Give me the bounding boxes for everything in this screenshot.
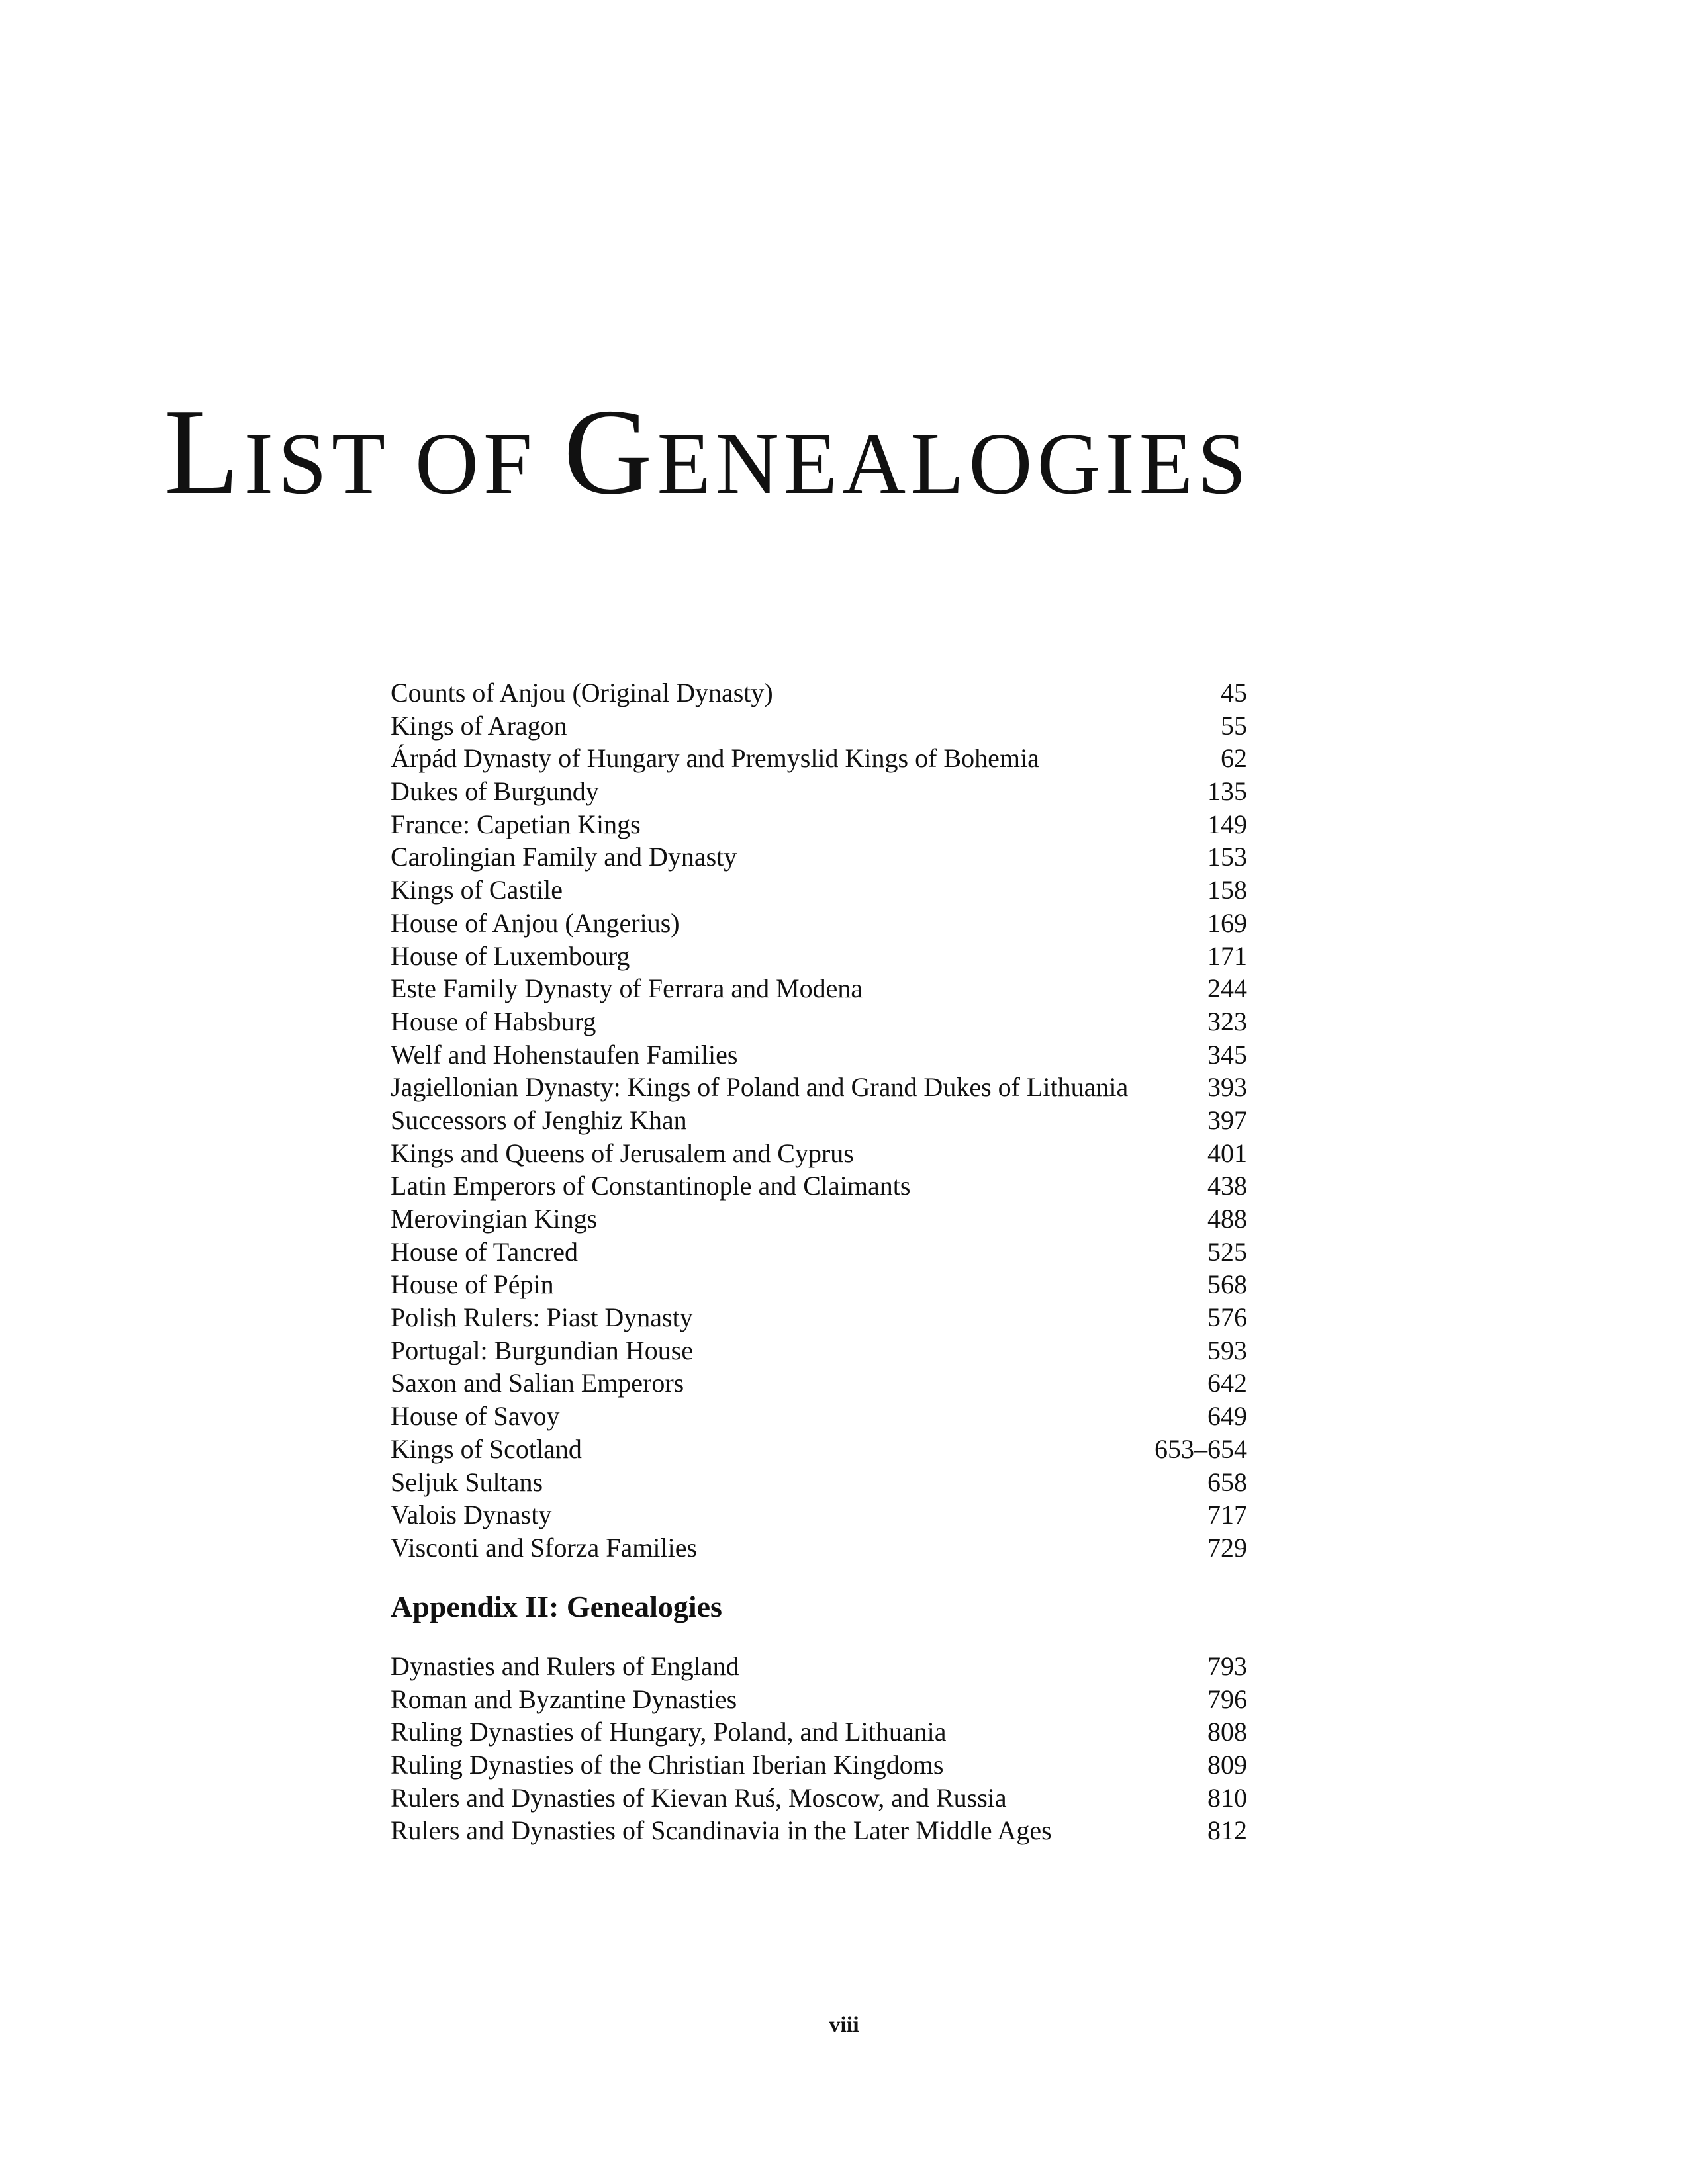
toc-entry-page: 171 xyxy=(1207,940,1247,971)
toc-entry-title: House of Habsburg xyxy=(391,1006,596,1036)
toc-entry xyxy=(391,940,1247,973)
toc-entry-page: 488 xyxy=(1207,1204,1247,1234)
toc-entry xyxy=(391,1782,1247,1815)
toc-entry xyxy=(391,1650,1247,1683)
toc-entry-title: Seljuk Sultans xyxy=(391,1467,543,1497)
toc-entry-title: Dynasties and Rulers of England xyxy=(391,1651,739,1681)
toc-entry-title: Latin Emperors of Constantinople and Claimants xyxy=(391,1171,911,1201)
toc-entry-page: 568 xyxy=(1207,1269,1247,1300)
toc-entry xyxy=(391,1203,1247,1236)
appendix-heading: Appendix II: Genealogies xyxy=(391,1590,722,1623)
toc-entry-title: Ruling Dynasties of the Christian Iberian Kingdoms xyxy=(391,1750,944,1780)
toc-entry xyxy=(391,1038,1247,1071)
toc-entry xyxy=(391,907,1247,940)
toc-entry xyxy=(391,808,1247,841)
toc-entry-page: 653–654 xyxy=(1154,1433,1247,1464)
toc-entry-page: 393 xyxy=(1207,1072,1247,1103)
toc-entry-page: 158 xyxy=(1207,875,1247,905)
title-initial-g: G xyxy=(563,384,657,520)
page-title xyxy=(164,384,1251,520)
toc-entry-title: Kings of Castile xyxy=(391,875,563,905)
toc-entry-page: 55 xyxy=(1221,710,1247,741)
toc-entry-page: 525 xyxy=(1207,1236,1247,1267)
toc-entry xyxy=(391,1400,1247,1433)
toc-entry xyxy=(391,1071,1247,1104)
toc-entry-title: Welf and Hohenstaufen Families xyxy=(391,1039,738,1069)
toc-entry-page: 244 xyxy=(1207,974,1247,1004)
toc-entry-page: 729 xyxy=(1207,1532,1247,1563)
toc-entry xyxy=(391,1104,1247,1137)
toc-entry xyxy=(391,1715,1247,1749)
toc-entry-page: 593 xyxy=(1207,1335,1247,1365)
toc-entry-title: House of Luxembourg xyxy=(391,940,630,971)
toc-entry xyxy=(391,1683,1247,1716)
toc-entry-page: 808 xyxy=(1207,1717,1247,1747)
toc-entry-page: 649 xyxy=(1207,1401,1247,1432)
genealogy-list xyxy=(391,676,1247,1565)
toc-entry-title: Kings of Scotland xyxy=(391,1433,582,1464)
toc-entry-title: Carolingian Family and Dynasty xyxy=(391,842,737,872)
toc-entry-page: 169 xyxy=(1207,907,1247,938)
toc-entry-title: Counts of Anjou (Original Dynasty) xyxy=(391,678,773,707)
toc-entry xyxy=(391,775,1247,808)
toc-entry-page: 438 xyxy=(1207,1171,1247,1201)
toc-entry-title: Merovingian Kings xyxy=(391,1204,598,1234)
page-number: viii xyxy=(829,2013,859,2037)
toc-entry-title: Ruling Dynasties of Hungary, Poland, and Lithuania xyxy=(391,1717,947,1747)
toc-entry-title: Successors of Jenghiz Khan xyxy=(391,1105,687,1135)
toc-entry-page: 642 xyxy=(1207,1368,1247,1398)
title-part-1: IST OF xyxy=(244,414,564,512)
toc-entry-title: Valois Dynasty xyxy=(391,1500,552,1530)
toc-entry xyxy=(391,676,1247,709)
toc-entry xyxy=(391,1236,1247,1269)
toc-entry-page: 796 xyxy=(1207,1684,1247,1714)
toc-entry-page: 135 xyxy=(1207,776,1247,807)
toc-entry xyxy=(391,1301,1247,1334)
toc-entry-title: Saxon and Salian Emperors xyxy=(391,1368,684,1398)
toc-entry xyxy=(391,1814,1247,1847)
appendix-genealogy-list xyxy=(391,1650,1247,1847)
toc-entry-title: Rulers and Dynasties of Kievan Ruś, Moscow, and Russia xyxy=(391,1782,1007,1813)
toc-entry xyxy=(391,1334,1247,1367)
toc-entry-title: Rulers and Dynasties of Scandinavia in the Later Middle Ages xyxy=(391,1815,1052,1846)
toc-entry-title: Este Family Dynasty of Ferrara and Modena xyxy=(391,974,863,1004)
toc-entry-page: 153 xyxy=(1207,842,1247,872)
toc-entry xyxy=(391,841,1247,874)
toc-entry-title: House of Pépin xyxy=(391,1269,554,1300)
toc-entry-page: 323 xyxy=(1207,1006,1247,1036)
toc-entry xyxy=(391,972,1247,1005)
toc-entry-page: 809 xyxy=(1207,1750,1247,1780)
toc-entry xyxy=(391,1498,1247,1531)
toc-entry-page: 149 xyxy=(1207,809,1247,839)
toc-entry-page: 658 xyxy=(1207,1467,1247,1497)
toc-entry-title: House of Tancred xyxy=(391,1236,579,1267)
toc-entry-title: France: Capetian Kings xyxy=(391,809,641,839)
toc-entry-page: 812 xyxy=(1207,1815,1247,1846)
toc-entry-page: 345 xyxy=(1207,1039,1247,1069)
toc-entry xyxy=(391,1169,1247,1203)
toc-entry xyxy=(391,1466,1247,1499)
toc-entry-page: 576 xyxy=(1207,1302,1247,1333)
toc-entry xyxy=(391,1005,1247,1038)
toc-entry xyxy=(391,1531,1247,1565)
toc-entry-page: 45 xyxy=(1221,678,1247,707)
toc-entry-page: 397 xyxy=(1207,1105,1247,1135)
toc-entry xyxy=(391,1137,1247,1170)
toc-entry-title: Visconti and Sforza Families xyxy=(391,1532,698,1563)
toc-entry-title: House of Savoy xyxy=(391,1401,560,1432)
title-part-2: ENEALOGIES xyxy=(657,414,1251,512)
title-initial-l: L xyxy=(164,384,244,520)
toc-entry-title: Jagiellonian Dynasty: Kings of Poland and Grand Dukes of Lithuania xyxy=(391,1072,1129,1103)
toc-entry-title: Kings and Queens of Jerusalem and Cyprus xyxy=(391,1138,854,1168)
toc-entry-title: Portugal: Burgundian House xyxy=(391,1335,694,1365)
toc-entry-title: Dukes of Burgundy xyxy=(391,776,599,807)
toc-entry-page: 810 xyxy=(1207,1782,1247,1813)
toc-entry-title: Roman and Byzantine Dynasties xyxy=(391,1684,737,1714)
toc-entry-page: 717 xyxy=(1207,1500,1247,1530)
toc-entry-title: House of Anjou (Angerius) xyxy=(391,907,680,938)
toc-entry xyxy=(391,709,1247,743)
toc-entry-page: 62 xyxy=(1221,743,1247,774)
toc-entry-title: Árpád Dynasty of Hungary and Premyslid Kings of Bohemia xyxy=(391,743,1039,774)
toc-entry-page: 793 xyxy=(1207,1651,1247,1681)
toc-entry xyxy=(391,1367,1247,1400)
toc-entry xyxy=(391,1433,1247,1466)
toc-entry-page: 401 xyxy=(1207,1138,1247,1168)
toc-entry xyxy=(391,1268,1247,1301)
toc-entry xyxy=(391,742,1247,775)
toc-entry-title: Polish Rulers: Piast Dynasty xyxy=(391,1302,693,1333)
toc-entry xyxy=(391,874,1247,907)
toc-entry xyxy=(391,1749,1247,1782)
toc-entry-title: Kings of Aragon xyxy=(391,710,567,741)
